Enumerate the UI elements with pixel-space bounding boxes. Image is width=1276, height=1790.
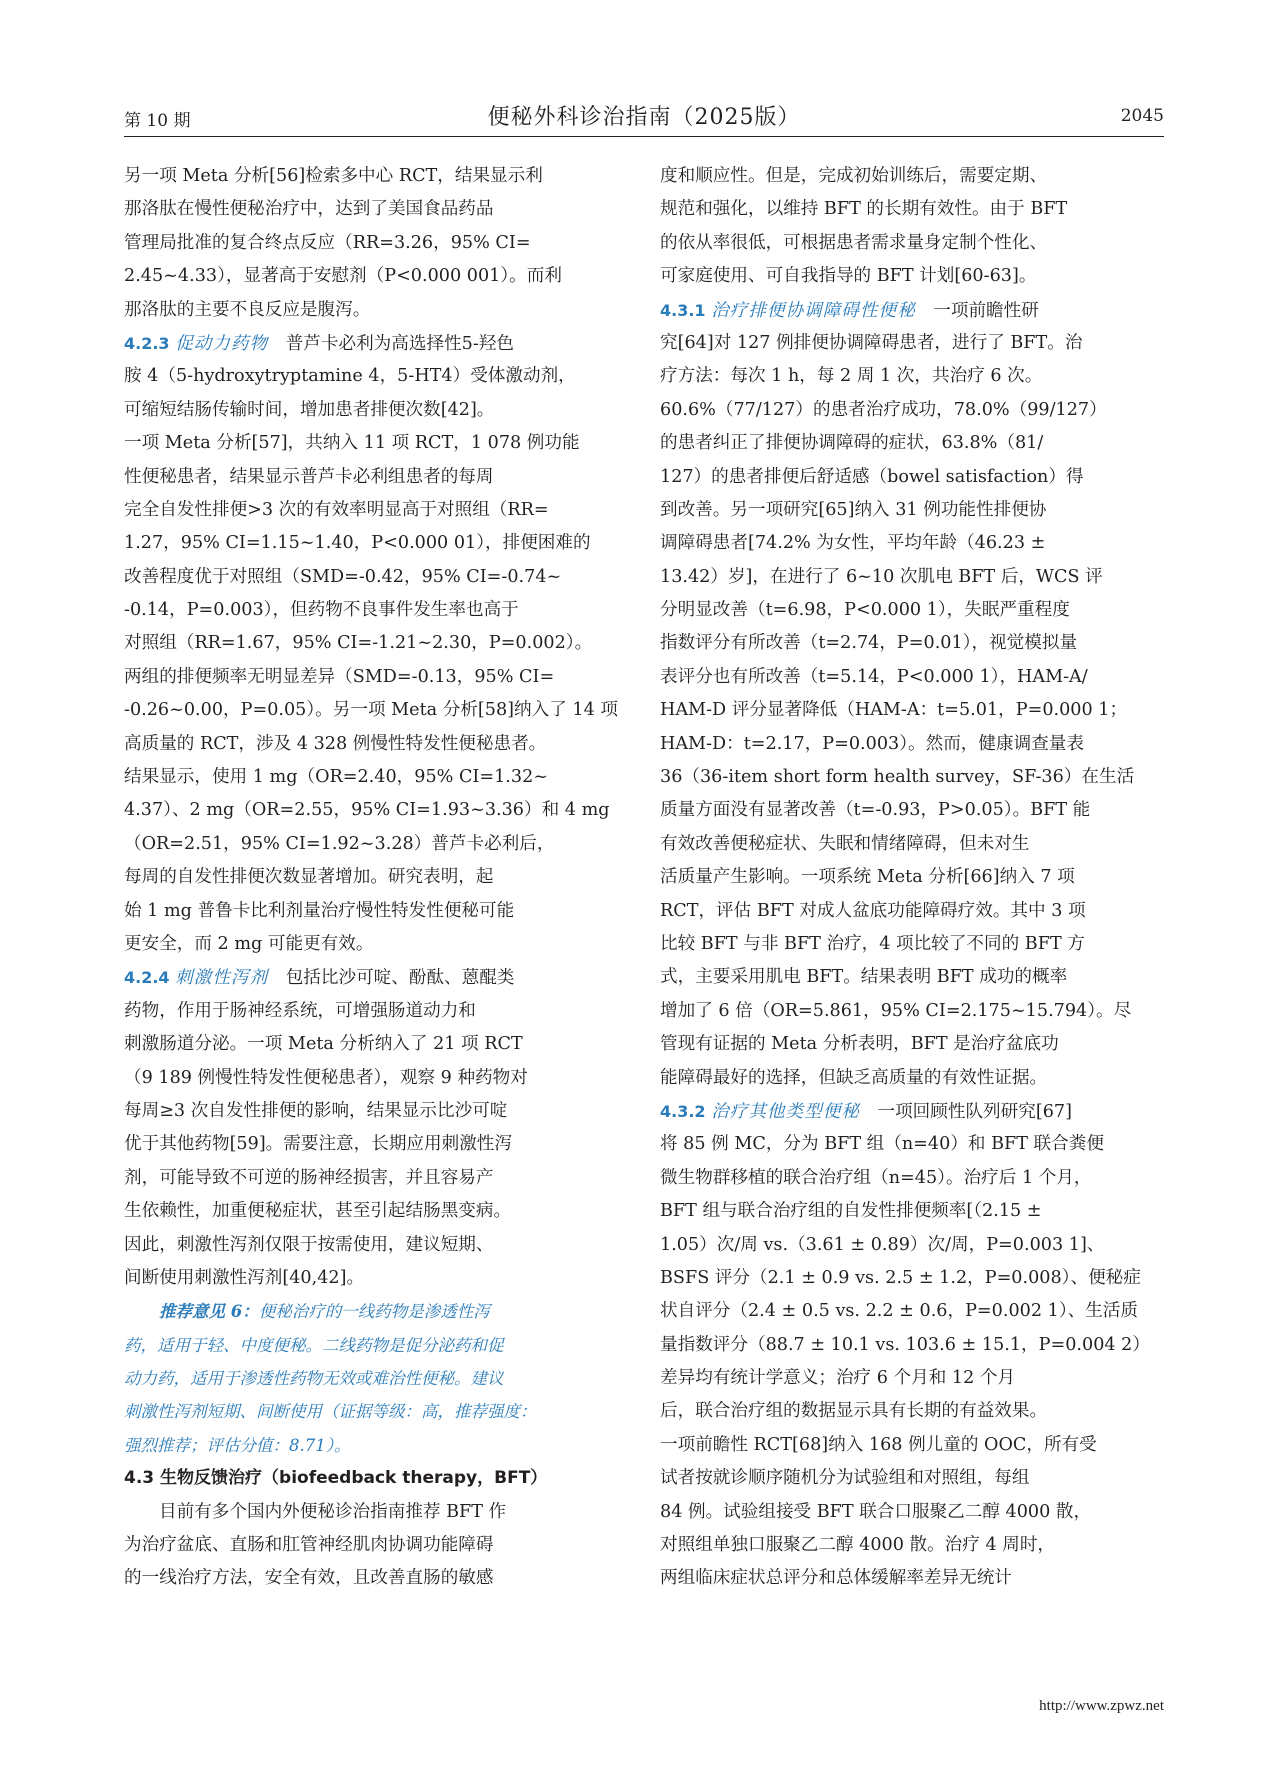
text-line: 1.05）次/周 vs.（3.61 ± 0.89）次/周，P=0.003 1]、 <box>660 1234 1105 1255</box>
text-line: BSFS 评分（2.1 ± 0.9 vs. 2.5 ± 1.2，P=0.008）、便秘症 <box>660 1267 1141 1288</box>
text-line: 生依赖性，加重便秘症状，甚至引起结肠黑变病。 <box>124 1201 512 1222</box>
text-line: 剂，可能导致不可逆的肠神经损害，并且容易产 <box>124 1167 494 1188</box>
text-line: 疗方法：每次 1 h，每 2 周 1 次，共治疗 6 次。 <box>660 366 1043 387</box>
recommendation-line: 强烈推荐；评估分值：8.71）。 <box>124 1435 351 1455</box>
subsection-line: 4.2.3 促动力药物 普芦卡必利为高选择性5-羟色 <box>124 333 514 354</box>
text-line: 一项 Meta 分析[57]，共纳入 11 项 RCT，1 078 例功能 <box>124 433 580 454</box>
text-line: （OR=2.51，95% CI=1.92~3.28）普芦卡必利后， <box>124 833 555 854</box>
text-line: 间断使用刺激性泻剂[40,42]。 <box>124 1267 365 1288</box>
text-line: 可缩短结肠传输时间，增加患者排便次数[42]。 <box>124 399 495 420</box>
page-header <box>124 100 1164 134</box>
text-line: 能障碍最好的选择，但缺乏高质量的有效性证据。 <box>660 1067 1048 1088</box>
text-line: 每周≥3 次自发性排便的影响，结果显示比沙可啶 <box>124 1100 508 1121</box>
page-number: 2045 <box>1120 106 1164 126</box>
text-line: BFT 组与联合治疗组的自发性排便频率[（2.15 ± <box>660 1201 1042 1222</box>
text-line: 84 例。试验组接受 BFT 联合口服聚乙二醇 4000 散， <box>660 1501 1092 1522</box>
text-line: 目前有多个国内外便秘诊治指南推荐 BFT 作 <box>159 1501 507 1522</box>
text-line: 量指数评分（88.7 ± 10.1 vs. 103.6 ± 15.1，P=0.004 2） <box>660 1334 1150 1355</box>
text-line: 后，联合治疗组的数据显示具有长期的有益效果。 <box>660 1401 1048 1422</box>
right-column <box>660 160 1164 1596</box>
text-line: 调障碍患者[74.2% 为女性，平均年龄（46.23 ± <box>660 533 1046 554</box>
text-line: 高质量的 RCT，涉及 4 328 例慢性特发性便秘患者。 <box>124 733 547 754</box>
text-line: 1.27，95% CI=1.15~1.40，P<0.000 01），排便困难的 <box>124 533 591 554</box>
text-line: -0.14，P=0.003），但药物不良事件发生率也高于 <box>124 600 519 621</box>
text-line: 更安全，而 2 mg 可能更有效。 <box>124 933 374 954</box>
issue-number: 第 10 期 <box>124 111 191 131</box>
text-line: 比较 BFT 与非 BFT 治疗，4 项比较了不同的 BFT 方 <box>660 933 1085 954</box>
text-line: 到改善。另一项研究[65]纳入 31 例功能性排便协 <box>660 499 1047 520</box>
text-line: 那洛肽的主要不良反应是腹泻。 <box>124 299 371 320</box>
text-line: 的依从率很低，可根据患者需求量身定制个性化、 <box>660 232 1048 253</box>
text-line: 微生物群移植的联合治疗组（n=45）。治疗后 1 个月， <box>660 1167 1092 1188</box>
journal-title: 便秘外科诊治指南（2025版） <box>487 105 801 130</box>
text-line: 刺激肠道分泌。一项 Meta 分析纳入了 21 项 RCT <box>124 1034 523 1055</box>
text-line: 4.37）、2 mg（OR=2.55，95% CI=1.93~3.36）和 4 mg <box>124 800 610 821</box>
text-line: 对照组（RR=1.67，95% CI=-1.21~2.30，P=0.002）。 <box>124 633 593 654</box>
text-line: 药物，作用于肠神经系统，可增强肠道动力和 <box>124 1000 476 1021</box>
text-line: 的一线治疗方法，安全有效，且改善直肠的敏感 <box>124 1568 494 1589</box>
recommendation-line: 药，适用于轻、中度便秘。二线药物是促分泌药和促 <box>124 1335 504 1355</box>
footer-url: http://www.zpwz.net <box>1039 1698 1164 1714</box>
text-line: 优于其他药物[59]。需要注意，长期应用刺激性泻 <box>124 1134 512 1155</box>
section-heading: 4.3 生物反馈治疗（biofeedback therapy，BFT） <box>124 1468 548 1489</box>
text-line: 一项前瞻性 RCT[68]纳入 168 例儿童的 OOC，所有受 <box>660 1434 1097 1455</box>
text-line: -0.26~0.00，P=0.05）。另一项 Meta 分析[58]纳入了 14 项 <box>124 700 618 721</box>
text-line: 2.45~4.33），显著高于安慰剂（P<0.000 001）。而利 <box>124 266 562 287</box>
recommendation-line: 推荐意见 6：便秘治疗的一线药物是渗透性泻 <box>159 1302 490 1322</box>
text-line: 两组的排便频率无明显差异（SMD=-0.13，95% CI= <box>124 666 555 687</box>
subsection-line: 4.3.2 治疗其他类型便秘 一项回顾性队列研究[67] <box>660 1101 1072 1122</box>
text-line: 对照组单独口服聚乙二醇 4000 散。治疗 4 周时， <box>660 1535 1056 1556</box>
text-line: 13.42）岁]，在进行了 6~10 次肌电 BFT 后，WCS 评 <box>660 566 1103 587</box>
text-line: HAM-D 评分显著降低（HAM-A：t=5.01，P=0.000 1； <box>660 700 1128 721</box>
text-line: 度和顺应性。但是，完成初始训练后，需要定期、 <box>660 166 1048 186</box>
text-line: 胺 4（5-hydroxytryptamine 4，5-HT4）受体激动剂， <box>124 366 576 387</box>
text-line: （9 189 例慢性特发性便秘患者），观察 9 种药物对 <box>124 1067 528 1088</box>
text-line: 式，主要采用肌电 BFT。结果表明 BFT 成功的概率 <box>660 967 1068 988</box>
text-line: 为治疗盆底、直肠和肛管神经肌肉协调功能障碍 <box>124 1535 494 1556</box>
text-line: 试者按就诊顺序随机分为试验组和对照组，每组 <box>660 1468 1030 1489</box>
subsection-line: 4.3.1 治疗排便协调障碍性便秘 一项前瞻性研 <box>660 300 1039 321</box>
text-line: 活质量产生影响。一项系统 Meta 分析[66]纳入 7 项 <box>660 867 1075 888</box>
text-line: 管现有证据的 Meta 分析表明，BFT 是治疗盆底功 <box>660 1034 1059 1055</box>
text-line: 另一项 Meta 分析[56]检索多中心 RCT，结果显示利 <box>124 166 543 186</box>
text-line: 每周的自发性排便次数显著增加。研究表明，起 <box>124 867 494 888</box>
text-line: HAM-D：t=2.17，P=0.003）。然而，健康调查量表 <box>660 733 1084 754</box>
text-line: 表评分也有所改善（t=5.14，P<0.000 1），HAM-A/ <box>660 666 1088 687</box>
text-line: 性便秘患者，结果显示普芦卡必利组患者的每周 <box>124 466 494 487</box>
text-line: 结果显示，使用 1 mg（OR=2.40，95% CI=1.32~ <box>124 767 549 788</box>
text-line: 36（36-item short form health survey，SF-36）在生活 <box>660 767 1135 788</box>
text-line: 完全自发性排便>3 次的有效率明显高于对照组（RR= <box>124 499 549 520</box>
text-line: 分明显改善（t=6.98，P<0.000 1），失眠严重程度 <box>660 600 1070 621</box>
text-line: 究[64]对 127 例排便协调障碍患者，进行了 BFT。治 <box>660 332 1083 353</box>
text-line: 那洛肽在慢性便秘治疗中，达到了美国食品药品 <box>124 199 494 220</box>
text-line: 两组临床症状总评分和总体缓解率差异无统计 <box>660 1568 1012 1589</box>
recommendation-line: 动力药，适用于渗透性药物无效或难治性便秘。建议 <box>124 1369 504 1389</box>
text-line: 60.6%（77/127）的患者治疗成功，78.0%（99/127） <box>660 399 1107 420</box>
text-line: 管理局批准的复合终点反应（RR=3.26，95% CI= <box>124 232 531 253</box>
text-line: 增加了 6 倍（OR=5.861，95% CI=2.175~15.794）。尽 <box>660 1000 1132 1021</box>
text-line: 规范和强化，以维持 BFT 的长期有效性。由于 BFT <box>660 199 1068 220</box>
text-line: 将 85 例 MC，分为 BFT 组（n=40）和 BFT 联合粪便 <box>660 1134 1104 1155</box>
text-line: 有效改善便秘症状、失眠和情绪障碍，但未对生 <box>660 833 1030 854</box>
text-line: 因此，刺激性泻剂仅限于按需使用，建议短期、 <box>124 1234 494 1255</box>
text-line: 状自评分（2.4 ± 0.5 vs. 2.2 ± 0.6，P=0.002 1）、生活质 <box>660 1301 1138 1322</box>
recommendation-line: 刺激性泻剂短期、间断使用（证据等级：高，推荐强度： <box>124 1402 537 1422</box>
header-divider <box>124 136 1164 137</box>
subsection-line: 4.2.4 刺激性泻剂 包括比沙可啶、酚酞、蒽醌类 <box>124 968 515 989</box>
left-column <box>124 160 628 1596</box>
text-line: 127）的患者排便后舒适感（bowel satisfaction）得 <box>660 466 1084 487</box>
text-line: 差异均有统计学意义；治疗 6 个月和 12 个月 <box>660 1368 1016 1389</box>
text-line: 指数评分有所改善（t=2.74，P=0.01），视觉模拟量 <box>660 633 1078 654</box>
text-line: 可家庭使用、可自我指导的 BFT 计划[60-63]。 <box>660 266 1037 287</box>
text-line: RCT，评估 BFT 对成人盆底功能障碍疗效。其中 3 项 <box>660 900 1086 921</box>
text-line: 的患者纠正了排便协调障碍的症状，63.8%（81/ <box>660 433 1044 454</box>
text-line: 质量方面没有显著改善（t=-0.93，P>0.05）。BFT 能 <box>660 800 1091 821</box>
text-line: 改善程度优于对照组（SMD=-0.42，95% CI=-0.74~ <box>124 566 562 587</box>
text-line: 始 1 mg 普鲁卡比利剂量治疗慢性特发性便秘可能 <box>124 900 515 921</box>
